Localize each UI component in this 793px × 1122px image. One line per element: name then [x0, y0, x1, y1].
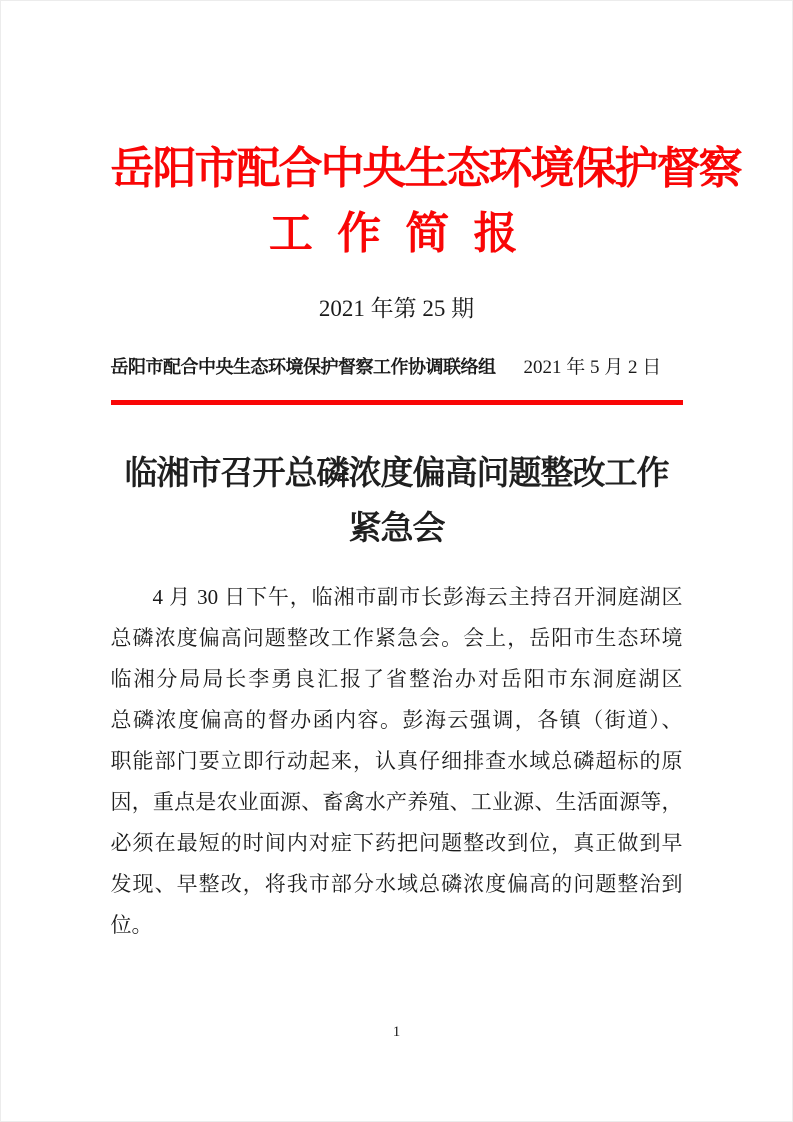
- article-heading-line1: 临湘市召开总磷浓度偏高问题整改工作: [124, 456, 669, 492]
- issuing-organization: 岳阳市配合中央生态环境保护督察工作协调联络组: [110, 357, 496, 377]
- article-heading: [111, 447, 683, 557]
- masthead-title-line2: 工 作 简 报: [268, 209, 525, 258]
- issue-number: 2021 年第 25 期: [318, 296, 475, 321]
- red-divider-rule: [111, 400, 683, 405]
- body-line: 位。: [110, 913, 153, 937]
- issue-date: 2021 年 5 月 2 日: [523, 357, 662, 378]
- byline-row: [111, 354, 683, 381]
- page-number: 1: [392, 1024, 401, 1040]
- article-heading-line2: 紧急会: [348, 511, 445, 547]
- body-line: 职能部门要立即行动起来，认真仔细排查水域总磷超标的原: [110, 749, 683, 773]
- masthead-title-line1: 岳阳市配合中央生态环境保护督察: [110, 144, 741, 193]
- page-content: [110, 1, 741, 946]
- body-line: 必须在最短的时间内对症下药把问题整改到位，真正做到早: [110, 831, 683, 855]
- body-line: 4 月 30 日下午，临湘市副市长彭海云主持召开洞庭湖区: [152, 585, 683, 609]
- body-line: 总磷浓度偏高的督办函内容。彭海云强调，各镇（街道）、: [110, 708, 683, 732]
- body-line: 临湘分局局长李勇良汇报了省整治办对岳阳市东洞庭湖区: [110, 667, 683, 691]
- body-line: 发现、早整改，将我市部分水域总磷浓度偏高的问题整治到: [110, 872, 683, 896]
- body-line: 因，重点是农业面源、畜禽水产养殖、工业源、生活面源等，: [110, 790, 683, 814]
- article-body: [111, 577, 683, 946]
- body-line: 总磷浓度偏高问题整改工作紧急会。会上，岳阳市生态环境: [110, 626, 683, 650]
